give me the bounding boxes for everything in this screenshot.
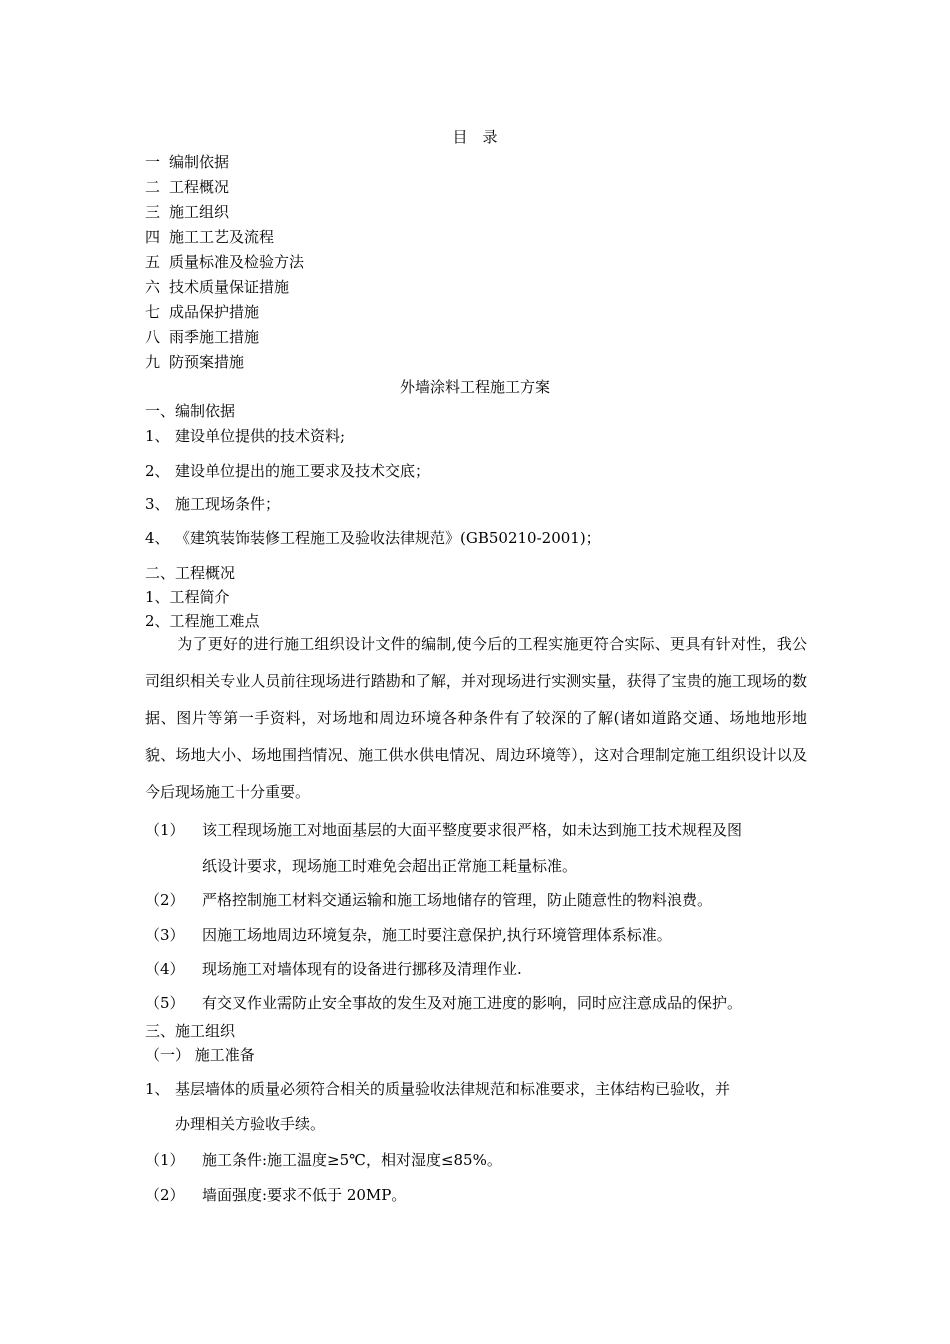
list-item: 4、 《建筑装饰装修工程施工及验收法律规范》(GB50210-2001)；: [145, 529, 601, 547]
numbered-point: （3） 因施工场地周边环境复杂，施工时要注意保护,执行环境管理体系标准。: [145, 926, 672, 944]
numbered-point: （1） 施工条件:施工温度≥5℃，相对湿度≤85%。: [145, 1151, 502, 1169]
toc-item: 一 编制依据: [145, 153, 230, 171]
section-heading: 二、工程概况: [145, 564, 236, 582]
section-heading: 三、施工组织: [145, 1022, 236, 1040]
body-paragraph: 为了更好的进行施工组织设计文件的编制,使今后的工程实施更符合实际、更具有针对性，我公司组织相关专业人员前往现场进行踏勘和了解，并对现场进行实测实量，获得了宝贵的施工现场的数据、图片等第一手资料，对场地和周边环境各种条件有了较深的了解(诸如道路交通、场地地形地貌、场地大小、场地围挡情况、施工供水供电情况、周边环境等），这对合理制定施工组织设计以及今后现场施工十分重要。: [145, 635, 807, 801]
subsection-heading: 1、工程简介: [145, 588, 230, 606]
toc-item: 九 防预案措施: [145, 353, 245, 371]
subsection-heading: 2、工程施工难点: [145, 612, 260, 630]
list-item: 1、 基层墙体的质量必须符合相关的质量验收法律规范和标准要求，主体结构已验收，并: [145, 1080, 731, 1098]
toc-item: 六 技术质量保证措施: [145, 278, 290, 296]
subsection-heading: （一） 施工准备: [145, 1046, 255, 1064]
toc-item: 二 工程概况: [145, 178, 230, 196]
toc-item: 三 施工组织: [145, 203, 230, 221]
numbered-point: （2） 严格控制施工材料交通运输和施工场地储存的管理，防止随意性的物料浪费。: [145, 891, 713, 909]
list-item: 3、 施工现场条件；: [145, 495, 281, 513]
numbered-point: （1） 该工程现场施工对地面基层的大面平整度要求很严格，如未达到施工技术规程及图: [145, 821, 743, 839]
numbered-point: （4） 现场施工对墙体现有的设备进行挪移及清理作业.: [145, 960, 522, 978]
toc-item: 五 质量标准及检验方法: [145, 253, 305, 271]
list-item: 2、 建设单位提出的施工要求及技术交底；: [145, 462, 431, 480]
list-item-continuation: 办理相关方验收手续。: [175, 1115, 326, 1133]
numbered-point-continuation: 纸设计要求，现场施工时难免会超出正常施工耗量标准。: [202, 857, 578, 875]
toc-title: 目 录: [452, 128, 498, 146]
section-heading: 一、编制依据: [145, 402, 236, 420]
toc-item: 七 成品保护措施: [145, 303, 260, 321]
numbered-point: （5） 有交叉作业需防止安全事故的发生及对施工进度的影响，同时应注意成品的保护。: [145, 994, 743, 1012]
toc-item: 四 施工工艺及流程: [145, 228, 275, 246]
numbered-point: （2） 墙面强度:要求不低于 20MP。: [145, 1186, 407, 1204]
document-title: 外墙涂料工程施工方案: [399, 378, 550, 396]
toc-item: 八 雨季施工措施: [145, 328, 260, 346]
list-item: 1、 建设单位提供的技术资料;: [145, 427, 346, 445]
